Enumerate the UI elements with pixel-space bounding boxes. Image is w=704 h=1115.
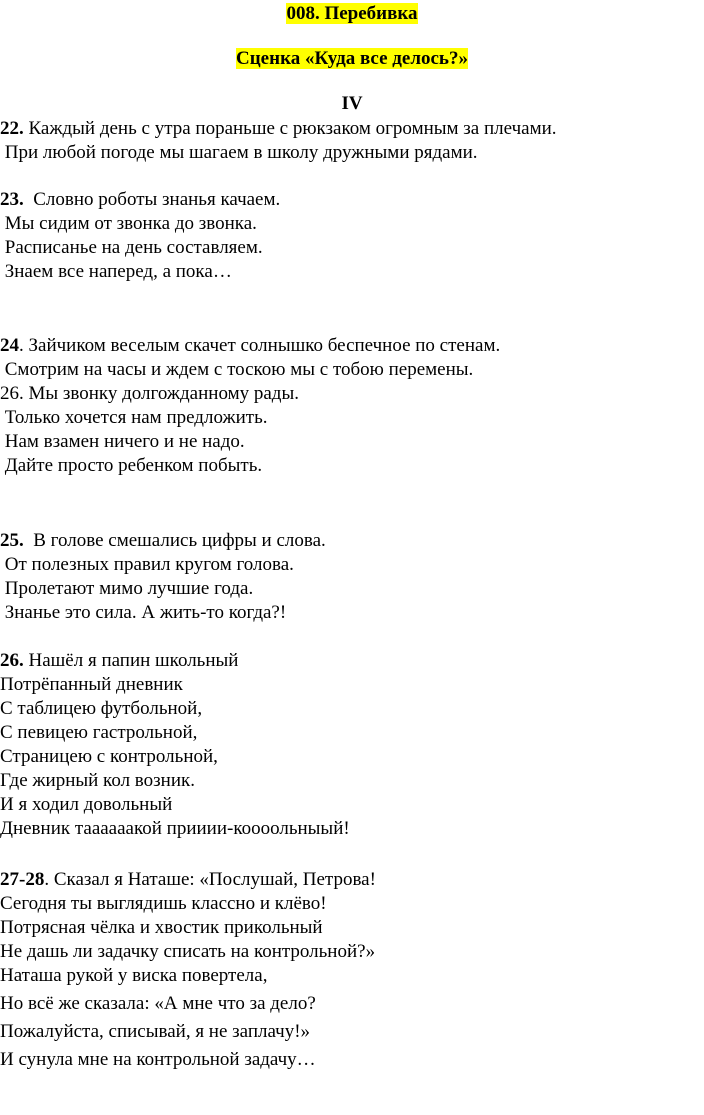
scene-title: Сценка «Куда все делось?»	[236, 48, 468, 69]
verse-line: 24. Зайчиком веселым скачет солнышко беспечное по стенам.	[0, 335, 501, 356]
verse-number: 27-28	[0, 869, 45, 890]
verse-line: Пожалуйста, списывай, я не заплачу!»	[0, 1021, 311, 1042]
verse-number: 22.	[0, 118, 24, 139]
verse-line: 26. Мы звонку долгожданному рады.	[0, 383, 299, 404]
verse-line: Страницею с контрольной,	[0, 746, 218, 767]
verse-line: С таблицею футбольной,	[0, 698, 203, 719]
verse-line: Только хочется нам предложить.	[4, 407, 268, 428]
verse-line: Знаем все наперед, а пока…	[4, 261, 232, 282]
verse-line: При любой погоде мы шагаем в школу дружными рядами.	[4, 142, 478, 163]
verse-number: 23.	[0, 189, 24, 210]
verse-line: Но всё же сказала: «А мне что за дело?	[0, 993, 316, 1014]
verse-line: Сегодня ты выглядишь классно и клёво!	[0, 893, 327, 914]
verse-line: Смотрим на часы и ждем с тоскою мы с тобою перемены.	[4, 359, 474, 380]
verse-line: Пролетают мимо лучшие года.	[4, 578, 254, 599]
verse-line: Не дашь ли задачку списать на контрольной?»	[0, 941, 376, 962]
verse-line: Дневник таааааакой прииии-коооольныый!	[0, 818, 350, 839]
verse-number: 24	[0, 335, 19, 356]
verse-line: Потрясная чёлка и хвостик прикольный	[0, 917, 323, 938]
verse-line: Дайте просто ребенком побыть.	[4, 455, 263, 476]
verse-line: От полезных правил кругом голова.	[4, 554, 294, 575]
verse-line: Потрёпанный дневник	[0, 674, 183, 695]
verse-line: С певицею гастрольной,	[0, 722, 198, 743]
verse-line: Наташа рукой у виска повертела,	[0, 965, 268, 986]
verse-line: Нам взамен ничего и не надо.	[4, 431, 245, 452]
verse-number: 26.	[0, 650, 24, 671]
verse-line: 26. Нашёл я папин школьный	[0, 650, 239, 671]
verse-line: 23. Словно роботы знанья качаем.	[0, 189, 281, 210]
verse-line: И сунула мне на контрольной задачу…	[0, 1049, 316, 1070]
verse-line: 22. Каждый день с утра пораньше с рюкзаком огромным за плечами.	[0, 118, 557, 139]
document-title: 008. Перебивка	[286, 3, 418, 24]
verse-line: Расписанье на день составляем.	[4, 237, 263, 258]
verse-line: Мы сидим от звонка до звонка.	[4, 213, 257, 234]
verse-line: 27-28. Сказал я Наташе: «Послушай, Петрова!	[0, 869, 376, 890]
part-number: IV	[341, 93, 363, 114]
verse-line: 25. В голове смешались цифры и слова.	[0, 530, 326, 551]
verse-line: Знанье это сила. А жить-то когда?!	[4, 602, 287, 623]
verse-line: Где жирный кол возник.	[0, 770, 195, 791]
verse-number: 25.	[0, 530, 24, 551]
verse-line: И я ходил довольный	[0, 794, 173, 815]
